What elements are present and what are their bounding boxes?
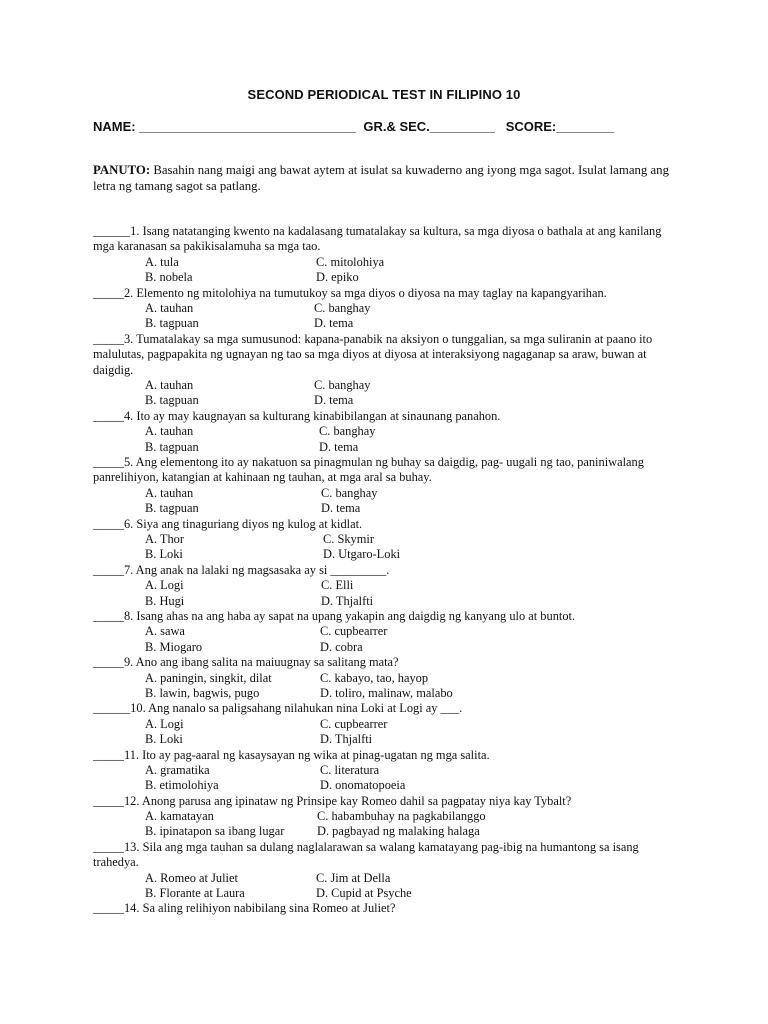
question-stem: _____5. Ang elementong ito ay nakatuon sa pinagmulan ng buhay sa daigdig, pag- uugali ng tao, paniniwalang panrelihiyon, katangian at kahinaan ng tauhan, at mga aral sa buhay. (93, 454, 644, 485)
question-stem: _____9. Ano ang ibang salita na maiuugnay sa salitang mata? (93, 655, 399, 670)
answer-option: D. toliro, malinaw, malabo (320, 685, 453, 700)
answer-option: A. Logi (145, 716, 184, 731)
answer-option: A. tauhan (145, 378, 194, 392)
answer-option: B. Hugi (145, 593, 185, 608)
question-item (93, 409, 683, 455)
answer-option: A. tauhan (145, 485, 194, 500)
question-item (93, 332, 683, 409)
directions-text: Basahin nang maigi ang bawat aytem at isulat sa kuwaderno ang iyong mga sagot. Isulat lamang ang letra ng tamang sagot sa patlang. (93, 163, 669, 193)
answer-option: C. banghay (314, 378, 371, 392)
option-row (93, 270, 683, 285)
answer-option: C. banghay (321, 485, 378, 500)
answer-option: C. mitolohiya (316, 254, 385, 269)
question-item (93, 563, 683, 609)
answer-option: D. onomatopoeia (320, 778, 406, 793)
option-row (93, 501, 683, 516)
option-row (93, 578, 683, 593)
question-item (93, 609, 683, 655)
option-row (93, 778, 683, 793)
option-row (93, 824, 683, 839)
answer-option: B. tagpuan (145, 439, 199, 454)
answer-option: A. tauhan (145, 301, 194, 315)
question-stem: _____12. Anong parusa ang ipinataw ng Prinsipe kay Romeo dahil sa pagpatay niya kay Tybalt? (93, 793, 572, 808)
answer-option: B. lawin, bagwis, pugo (145, 685, 260, 700)
option-row (93, 671, 683, 686)
answer-option: A. gramatika (145, 762, 210, 777)
option-row (93, 316, 683, 331)
answer-option: C. banghay (314, 301, 371, 315)
option-row (93, 886, 683, 901)
answer-option: B. tagpuan (145, 501, 199, 516)
answer-option: B. ipinatapon sa ibang lugar (145, 824, 285, 839)
option-row (93, 532, 683, 547)
question-item (93, 794, 683, 840)
question-item (93, 517, 683, 563)
question-stem: _____14. Sa aling relihiyon nabibilang sina Romeo at Juliet? (93, 901, 396, 916)
option-row (93, 440, 683, 455)
question-list (93, 224, 683, 917)
question-stem: _____11. Ito ay pag-aaral ng kasaysayan ng wika at pinag-ugatan ng mga salita. (93, 747, 490, 762)
answer-option: C. cupbearrer (320, 716, 388, 731)
answer-option: B. Miogaro (145, 639, 203, 654)
answer-option: D. Utgaro-Loki (323, 547, 401, 562)
answer-option: C. banghay (319, 424, 376, 439)
option-row (93, 255, 683, 270)
question-stem: _____13. Sila ang mga tauhan sa dulang naglalarawan sa walang kamatayang pag-ibig na humantong sa isang trahedya. (93, 839, 639, 870)
answer-option: C. cupbearrer (320, 624, 388, 639)
question-stem: _____7. Ang anak na lalaki ng magsasaka ay si _________. (93, 562, 390, 577)
question-item (93, 224, 683, 286)
answer-option: D. epiko (316, 270, 359, 285)
question-item (93, 286, 683, 332)
answer-option: D. Thjalfti (320, 732, 373, 747)
option-row (93, 378, 683, 393)
answer-option: D. pagbayad ng malaking halaga (317, 824, 480, 839)
question-item (93, 840, 683, 902)
answer-option: D. tema (319, 439, 359, 454)
question-item (93, 455, 683, 517)
answer-option: B. Florante at Laura (145, 886, 245, 901)
option-row (93, 393, 683, 408)
answer-option: B. Loki (145, 547, 183, 562)
question-item (93, 748, 683, 794)
question-stem: ______10. Ang nanalo sa paligsahang nilahukan nina Loki at Logi ay ___. (93, 701, 463, 716)
answer-option: D. Thjalfti (321, 593, 374, 608)
option-row (93, 424, 683, 439)
answer-option: A. Thor (145, 531, 185, 546)
option-row (93, 809, 683, 824)
answer-option: C. Elli (321, 578, 354, 593)
answer-option: D. cobra (320, 639, 363, 654)
answer-option: A. sawa (145, 624, 185, 639)
answer-option: B. tagpuan (145, 393, 199, 408)
question-item (93, 901, 683, 916)
option-row (93, 594, 683, 609)
page-title: SECOND PERIODICAL TEST IN FILIPINO 10 (247, 87, 521, 102)
answer-option: B. Loki (145, 732, 183, 747)
answer-option: B. etimolohiya (145, 778, 219, 793)
question-stem: _____6. Siya ang tinaguriang diyos ng kulog at kidlat. (93, 516, 363, 531)
answer-option: A. tula (145, 254, 179, 269)
answer-option: C. kabayo, tao, hayop (320, 670, 429, 685)
option-row (93, 301, 683, 316)
option-row (93, 547, 683, 562)
answer-option: A. Romeo at Juliet (145, 870, 238, 885)
answer-option: C. Skymir (323, 531, 374, 546)
directions-label: PANUTO: (93, 163, 151, 177)
option-row (93, 624, 683, 639)
answer-option: C. habambuhay na pagkabilanggo (317, 809, 486, 824)
directions (93, 163, 683, 194)
name-score-line: NAME: ______________________________ GR.& SEC._________ SCORE:________ (93, 119, 615, 134)
question-stem: _____4. Ito ay may kaugnayan sa kulturang kinabibilangan at sinaunang panahon. (93, 408, 501, 423)
answer-option: A. kamatayan (145, 809, 214, 824)
option-row (93, 486, 683, 501)
answer-option: B. nobela (145, 270, 193, 285)
answer-option: C. Jim at Della (316, 870, 391, 885)
question-stem: _____2. Elemento ng mitolohiya na tumutukoy sa mga diyos o diyosa na may taglay na kapangyarihan. (93, 285, 607, 300)
answer-option: A. Logi (145, 578, 184, 593)
option-row (93, 717, 683, 732)
question-item (93, 655, 683, 701)
answer-option: A. paningin, singkit, dilat (145, 670, 272, 685)
question-stem: _____8. Isang ahas na ang haba ay sapat na upang yakapin ang daigdig ng kanyang ulo at buntot. (93, 608, 576, 623)
option-row (93, 686, 683, 701)
option-row (93, 871, 683, 886)
question-item (93, 701, 683, 747)
answer-option: D. tema (314, 316, 354, 331)
answer-option: D. tema (321, 501, 361, 516)
answer-option: A. tauhan (145, 424, 194, 439)
question-stem: ______1. Isang natatanging kwento na kadalasang tumatalakay sa kultura, sa mga diyosa o bathala at ang kanilang mga karanasan sa pakikisalamuha sa mga tao. (93, 224, 662, 254)
answer-option: B. tagpuan (145, 316, 199, 331)
option-row (93, 640, 683, 655)
answer-option: D. Cupid at Psyche (316, 886, 412, 901)
question-stem: _____3. Tumatalakay sa mga sumusunod: kapana-panabik na aksiyon o tunggalian, sa mga suliranin at paano ito malulutas, pagpapakita ng ugnayan ng tao sa mga diyos at diyosa at interaksiyong nagaganap sa araw, buwan at daigdig. (93, 331, 653, 377)
option-row (93, 763, 683, 778)
option-row (93, 732, 683, 747)
answer-option: D. tema (314, 393, 354, 408)
answer-option: C. literatura (320, 762, 380, 777)
